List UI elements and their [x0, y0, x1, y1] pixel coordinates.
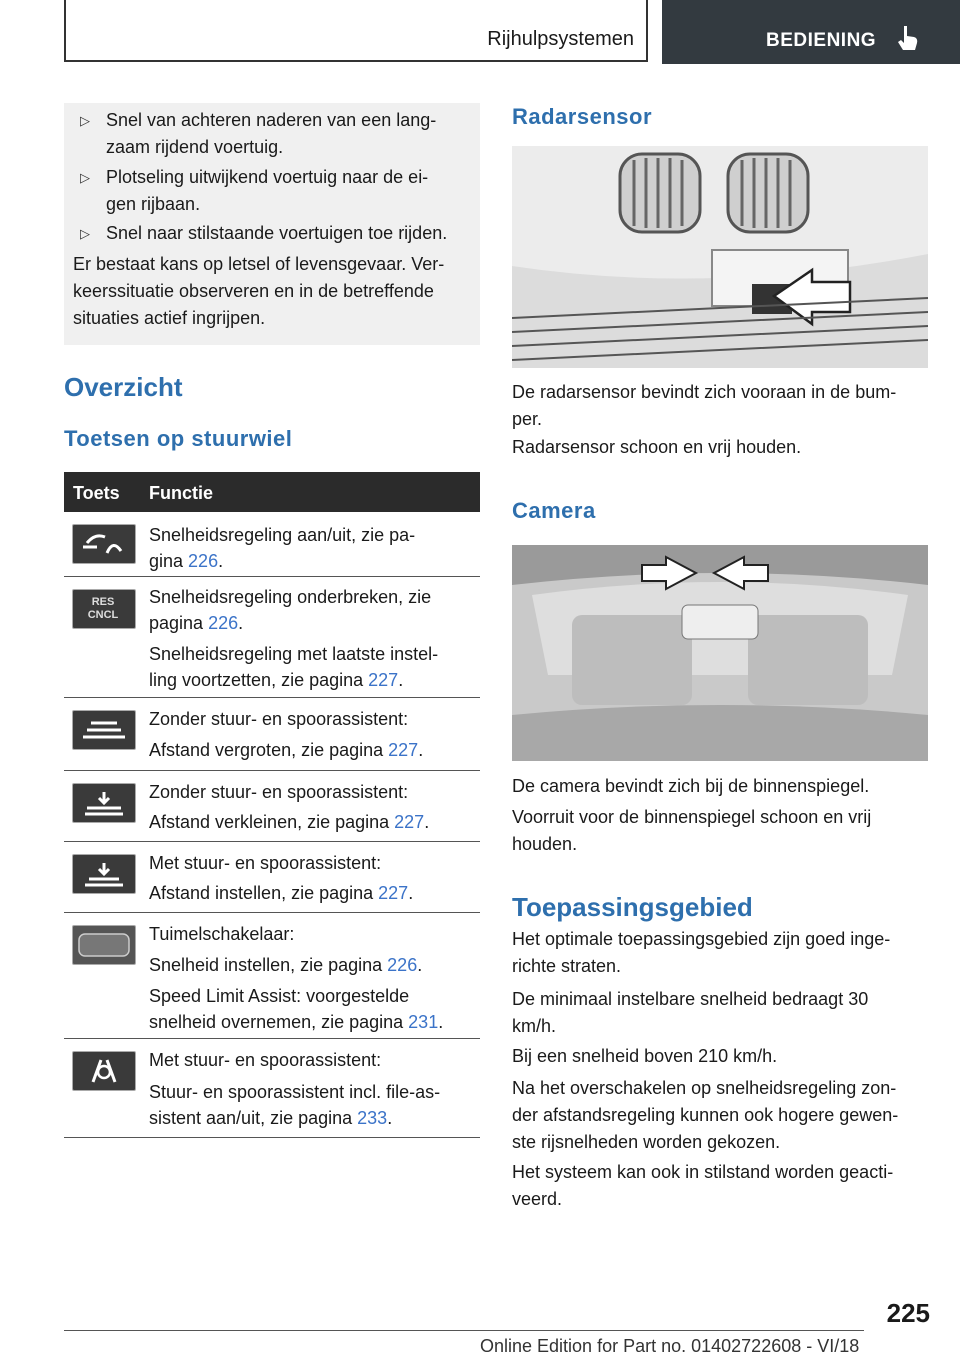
- res-cncl-icon: RES CNCL: [72, 589, 136, 629]
- table-row: Met stuur- en spoorassistent: Stuur- en spoorassistent incl. file-as- sistent aan/uit, zie pagina 233.: [64, 1039, 480, 1138]
- table-row: RES CNCL Snelheidsregeling onderbreken, zie pagina 226. Snelheidsregeling met laatste instel- ling voortzetten, zie pagina 227.: [64, 577, 480, 698]
- camera-image: [512, 545, 928, 761]
- radar-sensor-image: [512, 146, 928, 368]
- section-title-camera: Camera: [512, 498, 596, 523]
- hand-pointer-icon: [894, 24, 922, 54]
- radar-text-1: De radarsensor bevindt zich vooraan in de bum-per.: [512, 382, 897, 429]
- table-row: Met stuur- en spoorassistent: Afstand instellen, zie pagina 227.: [64, 842, 480, 913]
- page-link[interactable]: 227: [394, 812, 425, 832]
- warning-text: Er bestaat kans op letsel of levensgevaar. Ver-keerssituatie observeren en in de betreffende situaties actief ingrijpen.: [73, 254, 445, 328]
- cruise-control-icon: [72, 524, 136, 564]
- page-link[interactable]: 231: [408, 1012, 439, 1032]
- header-chapter-tab: [662, 0, 960, 64]
- page-link[interactable]: 226: [188, 551, 219, 571]
- section-title-radar: Radarsensor: [512, 104, 653, 129]
- header-section-tab: [64, 0, 648, 62]
- triangle-bullet-icon: ▷: [80, 170, 90, 185]
- page-link[interactable]: 227: [388, 740, 419, 760]
- scope-text-4: Na het overschakelen op snelheidsregeling zon-der afstandsregeling kunnen ook hogere gewen-ste rijsnelheden worden gekozen.: [512, 1078, 899, 1152]
- warning-box: ▷ Snel van achteren naderen van een lang-zaam rijdend voertuig. ▷ Plotseling uitwijkend voertuig naar de ei-gen rijbaan. ▷ Snel naar stilstaande voertuigen toe rijden. Er bestaat kans op letsel of levensgevaar. Ver-keerssituatie observeren en in de betreffende situaties actief ingrijpen.: [64, 103, 480, 345]
- steering-assist-icon: [72, 1051, 136, 1091]
- page-link[interactable]: 226: [387, 955, 418, 975]
- camera-text-2: Voorruit voor de binnenspiegel schoon en vrij houden.: [512, 807, 872, 854]
- footer-divider: [64, 1330, 864, 1331]
- page-link[interactable]: 226: [208, 613, 239, 633]
- scope-text-3: Bij een snelheid boven 210 km/h.: [512, 1046, 778, 1066]
- radar-text-2: Radarsensor schoon en vrij houden.: [512, 437, 802, 457]
- triangle-bullet-icon: ▷: [80, 226, 90, 241]
- distance-decrease-icon: [72, 783, 136, 823]
- header-section-title: Rijhulpsystemen: [487, 28, 634, 50]
- header-chapter-title: BEDIENING: [766, 30, 877, 51]
- section-title-overview: Overzicht: [64, 372, 183, 402]
- page-link[interactable]: 227: [378, 883, 409, 903]
- column-header-function: Functie: [149, 483, 214, 503]
- table-row: Snelheidsregeling aan/uit, zie pa- gina 226.: [64, 512, 480, 577]
- scope-text-1: Het optimale toepassingsgebied zijn goed inge-richte straten.: [512, 929, 891, 976]
- distance-increase-icon: [72, 710, 136, 750]
- subsection-title-buttons: Toetsen op stuurwiel: [64, 426, 293, 451]
- scope-text-5: Het systeem kan ook in stilstand worden geacti-veerd.: [512, 1162, 894, 1209]
- table-row: Zonder stuur- en spoorassistent: Afstand verkleinen, zie pagina 227.: [64, 771, 480, 842]
- camera-text-1: De camera bevindt zich bij de binnenspiegel.: [512, 776, 870, 796]
- rocker-switch-icon: [72, 925, 136, 965]
- table-header: [64, 472, 480, 512]
- section-title-scope: Toepassingsgebied: [512, 892, 753, 922]
- triangle-bullet-icon: ▷: [80, 113, 90, 128]
- page-number: 225: [886, 1298, 930, 1328]
- column-header-key: Toets: [73, 483, 120, 503]
- table-row: Tuimelschakelaar: Snelheid instellen, zie pagina 226. Speed Limit Assist: voorgestelde snelheid overnemen, zie pagina 231.: [64, 913, 480, 1039]
- table-row: Zonder stuur- en spoorassistent: Afstand vergroten, zie pagina 227.: [64, 698, 480, 771]
- scope-text-2: De minimaal instelbare snelheid bedraagt 30 km/h.: [512, 989, 869, 1036]
- page-link[interactable]: 233: [357, 1108, 388, 1128]
- footer-edition: Online Edition for Part no. 01402722608 - VI/18: [480, 1336, 860, 1356]
- page-link[interactable]: 227: [368, 670, 399, 690]
- distance-set-icon: [72, 854, 136, 894]
